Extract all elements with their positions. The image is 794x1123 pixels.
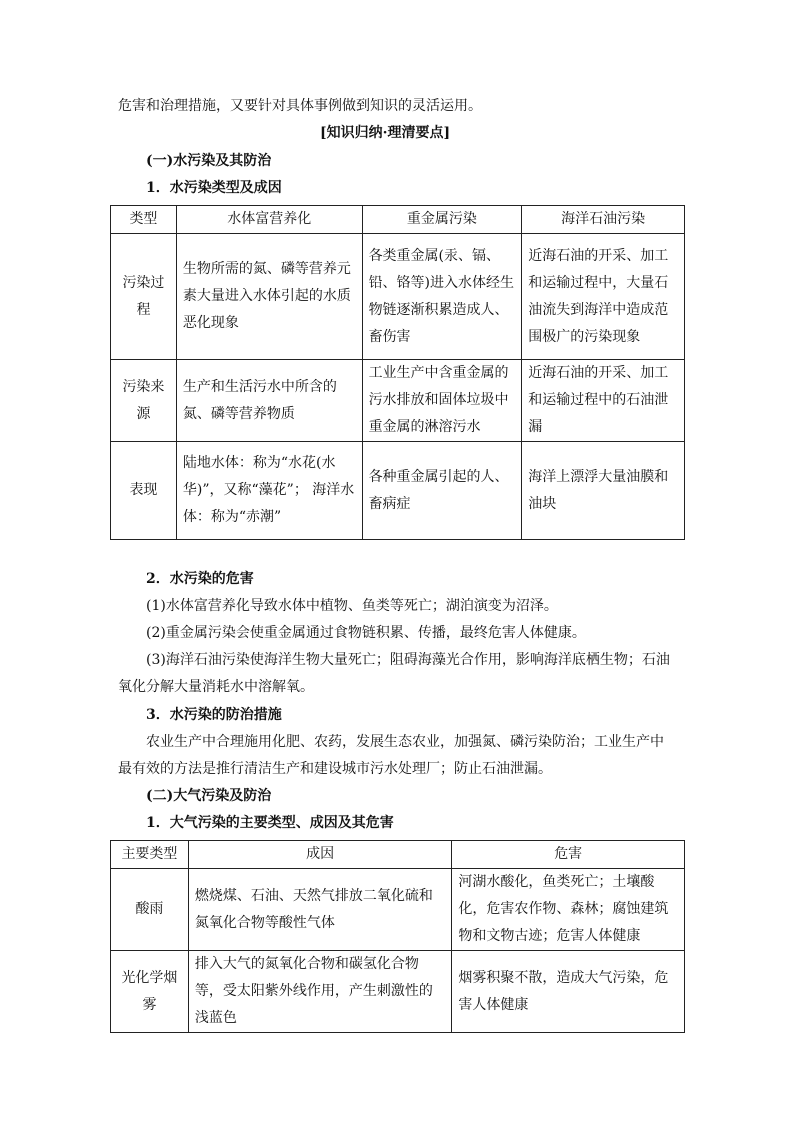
harm-item-1: (1)水体富营养化导致水体中植物、鱼类等死亡；湖泊演变为沼泽。: [146, 598, 558, 614]
table-header: 海洋石油污染: [522, 206, 685, 234]
table-header: 重金属污染: [362, 206, 522, 234]
table-cell: 生产和生活污水中所含的氮、磷等营养物质: [176, 360, 362, 442]
table-cell: 海洋上漂浮大量油膜和油块: [522, 442, 685, 540]
part1-title: (一)水污染及其防治: [146, 153, 272, 169]
row-label: 光化学烟雾: [111, 951, 189, 1033]
part1-subheading-measures: 3．水污染的防治措施: [146, 707, 282, 723]
table-row: [111, 869, 685, 951]
row-label: 污染来源: [111, 360, 177, 442]
table-cell: 排入大气的氮氧化合物和碳氢化合物等，受太阳紫外线作用，产生刺激性的浅蓝色: [188, 951, 452, 1033]
section-heading: [知识归纳·理清要点]: [320, 125, 451, 141]
row-label: 污染过程: [111, 234, 177, 360]
harm-item-3b: 氧化分解大量消耗水中溶解氧。: [118, 679, 314, 695]
table-row: [111, 951, 685, 1033]
row-label: 酸雨: [111, 869, 189, 951]
table-header: 主要类型: [111, 841, 189, 869]
harm-item-2: (2)重金属污染会使重金属通过食物链积累、传播，最终危害人体健康。: [146, 625, 586, 641]
measures-line-b: 最有效的方法是推行清洁生产和建设城市污水处理厂；防止石油泄漏。: [118, 761, 552, 777]
table-row: [111, 442, 685, 540]
part2-subheading-types: 1．大气污染的主要类型、成因及其危害: [146, 815, 394, 831]
table-header: 成因: [188, 841, 452, 869]
harm-item-3a: (3)海洋石油污染使海洋生物大量死亡；阻碍海藻光合作用，影响海洋底栖生物；石油: [146, 652, 670, 668]
table-cell: 近海石油的开采、加工和运输过程中，大量石油流失到海洋中造成范围极广的污染现象: [522, 234, 685, 360]
table-header: 危害: [452, 841, 685, 869]
air-pollution-table: [110, 840, 685, 1033]
part2-title: (二)大气污染及防治: [146, 788, 272, 804]
table-cell: 陆地水体：称为“水花(水华)”，又称“藻花”； 海洋水体：称为“赤潮”: [176, 442, 362, 540]
part1-subheading-types: 1．水污染类型及成因: [146, 180, 282, 196]
table-cell: 近海石油的开采、加工和运输过程中的石油泄漏: [522, 360, 685, 442]
table-row: [111, 360, 685, 442]
table-cell: 河湖水酸化，鱼类死亡；土壤酸化，危害农作物、森林；腐蚀建筑物和文物古迹；危害人体健康: [452, 869, 685, 951]
table-cell: 工业生产中含重金属的污水排放和固体垃圾中重金属的淋溶污水: [362, 360, 522, 442]
table-header-row: [111, 841, 685, 869]
table-header-row: [111, 206, 685, 234]
table-cell: 烟雾积聚不散，造成大气污染，危害人体健康: [452, 951, 685, 1033]
part1-subheading-harm: 2．水污染的危害: [146, 571, 254, 587]
table-cell: 各类重金属(汞、镉、铅、铬等)进入水体经生物链逐渐积累造成人、畜伤害: [362, 234, 522, 360]
intro-line: 危害和治理措施，又要针对具体事例做到知识的灵活运用。: [118, 98, 482, 114]
table-cell: 生物所需的氮、磷等营养元素大量进入水体引起的水质恶化现象: [176, 234, 362, 360]
table-cell: 各种重金属引起的人、畜病症: [362, 442, 522, 540]
table-header: 水体富营养化: [176, 206, 362, 234]
row-label: 表现: [111, 442, 177, 540]
table-cell: 燃烧煤、石油、天然气排放二氧化硫和氮氧化合物等酸性气体: [188, 869, 452, 951]
water-pollution-table: [110, 205, 685, 540]
table-row: [111, 234, 685, 360]
table-header: 类型: [111, 206, 177, 234]
measures-line-a: 农业生产中合理施用化肥、农药，发展生态农业，加强氮、磷污染防治；工业生产中: [146, 734, 664, 750]
